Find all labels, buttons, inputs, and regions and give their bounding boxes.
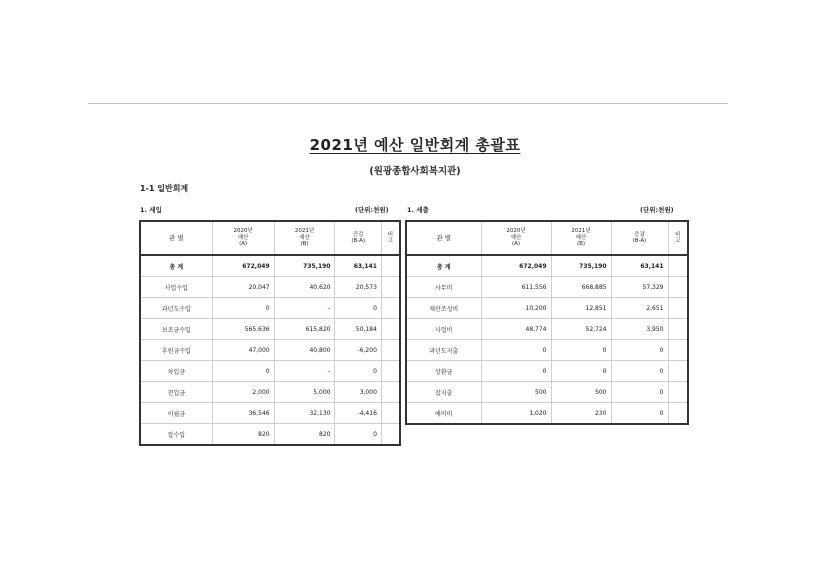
value-2020-cell: 48,774	[481, 319, 551, 340]
value-diff-cell: 63,141	[335, 255, 381, 277]
row-category-cell: 사업비	[406, 319, 481, 340]
note-cell	[668, 298, 688, 319]
note-cell	[668, 319, 688, 340]
column-header-note	[668, 221, 688, 255]
note-cell	[381, 319, 400, 340]
row-category-cell: 과년도지출	[406, 340, 481, 361]
revenue-table-header	[140, 221, 400, 255]
table-row	[140, 319, 400, 340]
note-cell	[668, 382, 688, 403]
header-line: 고	[387, 238, 394, 244]
value-2020-cell: 36,546	[212, 403, 274, 424]
revenue-unit: (단위:천원)	[355, 206, 389, 214]
row-category-cell: 상환금	[406, 361, 481, 382]
note-cell	[381, 298, 400, 319]
header-line: 예산	[237, 234, 249, 241]
header-line: 비	[387, 231, 394, 238]
column-header-note	[381, 221, 400, 255]
note-cell	[668, 340, 688, 361]
page-subtitle: (원광종합사회복지관)	[369, 166, 461, 177]
table-row	[140, 277, 400, 298]
note-cell	[668, 403, 688, 425]
column-header-2020	[212, 221, 274, 255]
note-cell	[668, 277, 688, 298]
table-row	[140, 361, 400, 382]
row-category-cell: 과년도수입	[140, 298, 212, 319]
table-row	[140, 255, 400, 277]
header-line: 2021년	[294, 228, 315, 235]
value-diff-cell: 3,950	[611, 319, 668, 340]
value-diff-cell: 63,141	[611, 255, 668, 277]
header-line: 2020년	[233, 228, 253, 235]
table-row	[406, 340, 688, 361]
value-diff-cell: 0	[611, 382, 668, 403]
value-2020-cell: 672,049	[212, 255, 274, 277]
expenditure-table-body	[406, 255, 688, 424]
page-title	[0, 134, 830, 155]
revenue-label: 1. 세입	[140, 206, 162, 214]
table-row	[406, 319, 688, 340]
note-cell	[381, 424, 400, 446]
value-diff-cell: 0	[611, 403, 668, 425]
value-diff-cell: 2,651	[611, 298, 668, 319]
table-row	[140, 403, 400, 424]
value-2021-cell: 735,190	[551, 255, 611, 277]
value-2020-cell: 0	[212, 298, 274, 319]
row-category-cell: 이월금	[140, 403, 212, 424]
header-line: 증감	[634, 231, 645, 238]
note-cell	[381, 382, 400, 403]
top-divider	[88, 103, 728, 104]
value-2020-cell: 47,000	[212, 340, 274, 361]
header-line: (B)	[576, 241, 586, 248]
value-2021-cell: 0	[551, 361, 611, 382]
table-row	[406, 277, 688, 298]
expenditure-table	[405, 220, 689, 425]
value-2021-cell: 5,000	[274, 382, 335, 403]
header-line: 2021년	[571, 228, 591, 235]
value-2020-cell: 20,047	[212, 277, 274, 298]
value-2021-cell: 0	[551, 340, 611, 361]
value-2021-cell: –	[274, 361, 335, 382]
table-row	[406, 298, 688, 319]
value-2020-cell: 500	[481, 382, 551, 403]
row-category-cell: 총 계	[140, 255, 212, 277]
value-diff-cell: 0	[335, 298, 381, 319]
expenditure-label: 1. 세출	[407, 206, 429, 214]
row-category-cell: 후원금수입	[140, 340, 212, 361]
expenditure-table-header	[406, 221, 688, 255]
row-category-cell: 예비비	[406, 403, 481, 425]
expenditure-unit: (단위:천원)	[640, 206, 674, 214]
note-cell	[381, 277, 400, 298]
table-row	[140, 382, 400, 403]
value-2020-cell: 10,200	[481, 298, 551, 319]
header-line: (A)	[511, 241, 521, 248]
value-2020-cell: 820	[212, 424, 274, 446]
row-category-cell: 재산조성비	[406, 298, 481, 319]
value-2020-cell: 0	[212, 361, 274, 382]
row-category-cell: 사무비	[406, 277, 481, 298]
note-cell	[381, 255, 400, 277]
table-row	[140, 424, 400, 446]
row-category-cell: 사업수입	[140, 277, 212, 298]
header-line: (B-A)	[632, 238, 647, 244]
row-category-cell: 총 계	[406, 255, 481, 277]
page-title-text: 2021년 예산 일반회계 총괄표	[309, 136, 521, 154]
note-cell	[381, 403, 400, 424]
value-2020-cell: 565,636	[212, 319, 274, 340]
table-row	[406, 403, 688, 425]
value-2021-cell: 735,190	[274, 255, 335, 277]
column-header-2021	[551, 221, 611, 255]
table-row	[140, 340, 400, 361]
header-line: (A)	[239, 241, 248, 248]
column-header-2021	[274, 221, 335, 255]
value-2020-cell: 611,556	[481, 277, 551, 298]
value-2020-cell: 0	[481, 361, 551, 382]
value-2021-cell: 668,885	[551, 277, 611, 298]
note-cell	[381, 361, 400, 382]
row-category-cell: 전입금	[140, 382, 212, 403]
header-line: 예산	[299, 234, 310, 241]
table-row	[140, 298, 400, 319]
header-line: (B-A)	[351, 238, 366, 244]
column-header-category: 관 별	[406, 221, 481, 255]
value-2020-cell: 672,049	[481, 255, 551, 277]
value-2020-cell: 0	[481, 340, 551, 361]
value-diff-cell: 20,573	[335, 277, 381, 298]
header-line: 증감	[352, 231, 364, 238]
table-row	[406, 361, 688, 382]
table-row	[406, 255, 688, 277]
header-line: 예산	[510, 234, 522, 241]
note-cell	[381, 340, 400, 361]
value-diff-cell: 3,000	[335, 382, 381, 403]
note-cell	[668, 361, 688, 382]
note-cell	[668, 255, 688, 277]
value-diff-cell: 0	[611, 361, 668, 382]
value-2021-cell: 32,130	[274, 403, 335, 424]
column-header-diff	[335, 221, 381, 255]
value-2020-cell: 1,020	[481, 403, 551, 425]
row-category-cell: 차입금	[140, 361, 212, 382]
value-diff-cell: 0	[335, 361, 381, 382]
value-2020-cell: 2,000	[212, 382, 274, 403]
header-line: 비	[675, 231, 681, 238]
column-header-category: 관 별	[140, 221, 212, 255]
column-header-diff	[611, 221, 668, 255]
value-diff-cell: 0	[335, 424, 381, 446]
value-2021-cell: 820	[274, 424, 335, 446]
row-category-cell: 잡지출	[406, 382, 481, 403]
value-2021-cell: 40,620	[274, 277, 335, 298]
table-row	[406, 382, 688, 403]
row-category-cell: 보조금수입	[140, 319, 212, 340]
header-line: 예산	[575, 234, 587, 241]
column-header-2020	[481, 221, 551, 255]
header-line: 2020년	[506, 228, 526, 235]
value-diff-cell: 57,329	[611, 277, 668, 298]
value-diff-cell: -6,200	[335, 340, 381, 361]
value-2021-cell: 52,724	[551, 319, 611, 340]
value-diff-cell: 0	[611, 340, 668, 361]
value-2021-cell: 12,851	[551, 298, 611, 319]
value-2021-cell: –	[274, 298, 335, 319]
section-heading: 1-1 일반회계	[140, 184, 189, 193]
header-line: 고	[675, 238, 681, 244]
value-diff-cell: -4,416	[335, 403, 381, 424]
revenue-table	[139, 220, 401, 446]
value-2021-cell: 40,800	[274, 340, 335, 361]
value-2021-cell: 615,820	[274, 319, 335, 340]
header-line: (B)	[300, 241, 309, 248]
revenue-table-body	[140, 255, 400, 445]
value-2021-cell: 500	[551, 382, 611, 403]
value-diff-cell: 50,184	[335, 319, 381, 340]
value-2021-cell: 230	[551, 403, 611, 425]
row-category-cell: 잡수입	[140, 424, 212, 446]
